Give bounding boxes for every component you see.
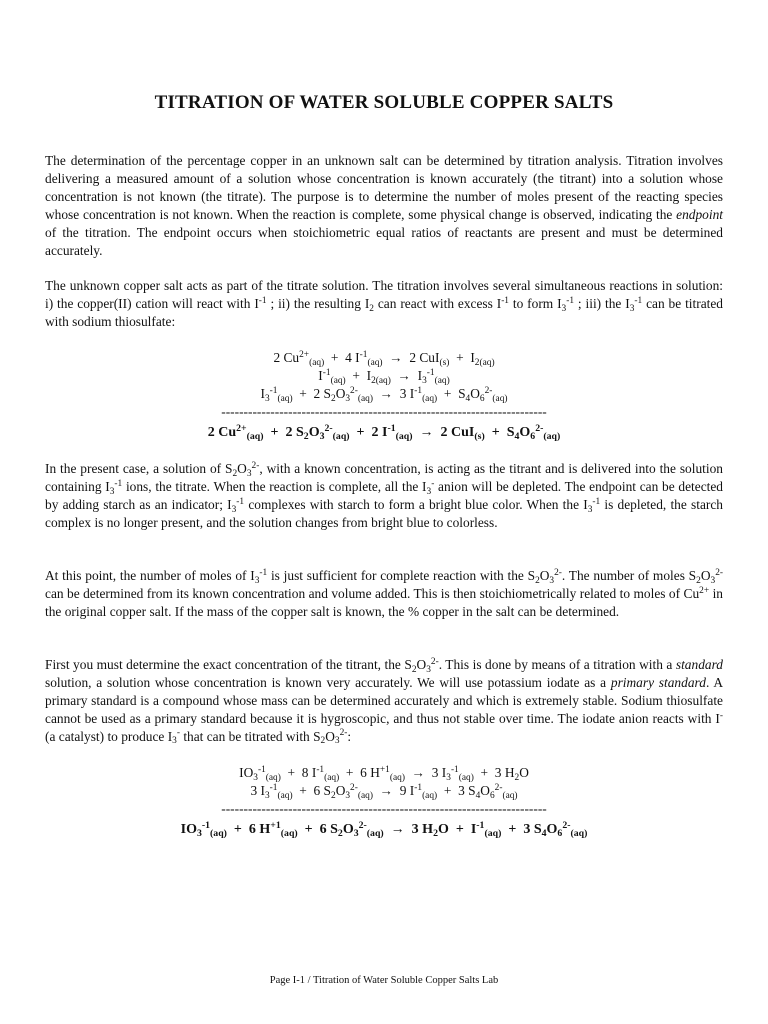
equation-triiodide-thiosulfate: $I_3^{-1}_{(aq)} + 2$ $S_2O_3^{2-}_{(aq)} \to 3$ $I^{-1}_{(aq)} + S_4O_6^{2-}_{(aq)}$ (260, 385, 508, 404)
standardization-paragraph: First you must determine the exact concentration of the titrant, the $S_2O_3^{2-}$. This is done by means of a titration with a standard solution, a solution whose concentration is known very accurately. We will use potassium iodate as a primary standard. A primary standard is a compound whose mass can be determined accurately and which is extremely stable. Sodium thiosulfate cannot be used as a primary standard because it is hygroscopic, and thus not stable over time. The iodate anion reacts with I- (a catalyst) to produce $I_3^-$ that can be titrated with $S_2O_3^{2-}$: (45, 656, 723, 747)
page-footer: Page I-1 / Titration of Water Soluble Copper Salts Lab (269, 975, 499, 986)
equation-iodate-iodide: $IO_3^{-1}_{(aq)} + 8$ $I^{-1}_{(aq)} + 6$ $H^{+1}_{(aq)} \to 3$ $I_3^{-1}_{(aq)} + 3$ $H_2O$ (239, 764, 529, 783)
equation-triiodide-formation: $I^{-1}_{(aq)} + I_{2(aq)} \to I_3^{-1}_{(aq)}$ (318, 367, 450, 386)
equation-divider-2: ------------------------------------------------------------------------- (221, 801, 547, 816)
equation-triiodide-thiosulfate-2: 3 $I_3^{-1}_{(aq)} + 6$ $S_2O_3^{2-}_{(aq)} \to 9$ $I^{-1}_{(aq)} + 3$ $S_4O_6^{2-}_{(aq)}$ (250, 782, 518, 801)
net-equation-2: $IO_3^{-1}_{(aq)} + 6$ $H^{+1}_{(aq)} + 6$ $S_2O_3^{2-}_{(aq)} \to 3$ $H_2O + I^{-1}_{(aq)} + 3$ $S_4O_6^{2-}_{(aq)}$ (180, 819, 588, 839)
equation-cu-iodide: 2 $Cu^{2+}_{(aq)} + 4$ $I^{-1}_{(aq)} \to 2$ $CuI_{(s)} + I_{2(aq)}$ (273, 349, 495, 368)
equation-divider: ------------------------------------------------------------------------- (221, 404, 547, 419)
reactions-paragraph: The unknown copper salt acts as part of the titrate solution. The titration involves several simultaneous reactions in solution: i) the copper(II) cation will react with $I^{-1}$ ; ii) the resulting $I_2$ can react with excess $I^{-1}$ to form $I_3^{-1}$ ; iii) the $I_3^{-1}$ can be titrated with sodium thiosulfate: (45, 278, 723, 329)
page-title: TITRATION OF WATER SOLUBLE COPPER SALTS (154, 92, 614, 113)
endpoint-paragraph: At this point, the number of moles of $I_3^{-1}$ is just sufficient for complete reaction with the $S_2O_3^{2-}$. The number of moles $S_2O_3^{2-}$ can be determined from its known concentration and volume added. This is then stoichiometrically related to moles of $Cu^{2+}$ in the original copper salt. If the mass of the copper salt is known, the % copper in the salt can be determined. (45, 567, 724, 619)
intro-paragraph: The determination of the percentage copper in an unknown salt can be determined by titration analysis. Titration involves delivering a measured amount of a solution whose concentration is known accurately (the titrant) into a solution whose concentration is not known (the titrate). The purpose is to determine the number of moles present of the reacting species whose concentration is not known. When the reaction is complete, some physical change is observed, indicating the endpoint of the titration. The endpoint occurs when stoichiometric equal ratios of reactants are present and must be determined accurately. (45, 153, 723, 258)
net-equation-1: 2 $Cu^{2+}_{(aq)} + 2$ $S_2O_3^{2-}_{(aq)} + 2$ $I^{-1}_{(aq)} \to 2$ $CuI_{(s)} + S_4O_6^{2-}_{(aq)}$ (207, 422, 561, 442)
titrant-paragraph: In the present case, a solution of $S_2O_3^{2-}$, with a known concentration, is acting as the titrant and is delivered into the solution containing $I_3^{-1}$ ions, the titrate. When the reaction is complete, all the $I_3^-$ anion will be depleted. The endpoint can be detected by adding starch as an indicator; $I_3^{-1}$ complexes with starch to form a bright blue color. When the $I_3^{-1}$ is depleted, the starch complex is no longer present, and the solution changes from bright blue to colorless. (45, 460, 723, 530)
